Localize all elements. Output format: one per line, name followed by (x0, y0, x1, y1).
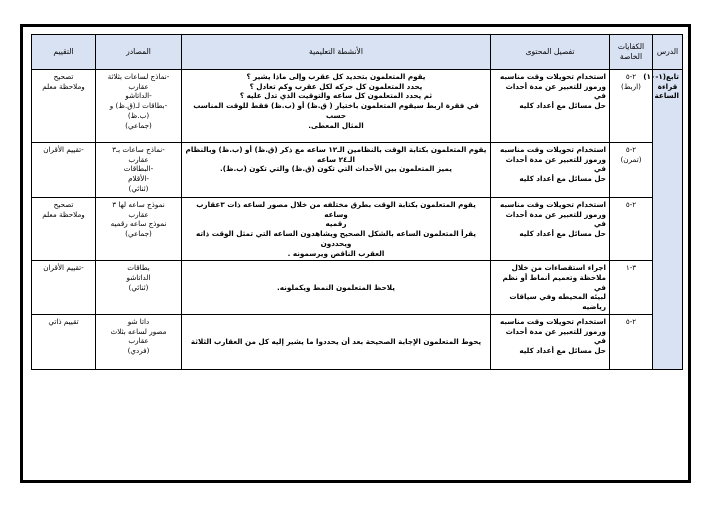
content-cell: استخدام تحويلات وقت مناسبه ورموز للتعبير عن مدة أحداث في حل مسائل مع أعداد كليه (491, 198, 610, 261)
header-lesson: الدرس (653, 35, 683, 70)
activities-cell: يقوم المتعلمون بكتابة الوقت بالنظامين الـ١٢ ساعه مع ذكر (ق.ظ) أو (ب.ظ) وبالنظام الـ٢٤ ساعه يميز المتعلمون بين الأحداث التي تكون (ق.ظ) والتي تكون (ب.ظ). (182, 143, 491, 198)
table-row (32, 143, 683, 198)
content-cell: استخدام تحويلات وقت مناسبه ورموز للتعبير عن مدة أحداث في حل مسائل مع أعداد كليه (491, 314, 610, 369)
content-cell: اجراء استقصاءات من خلال ملاحظة وتعميم أنماط أو نظم في لبيئه المحيطه وفي سياقات رياضيه (491, 261, 610, 315)
assessment-cell: تصحيح وملاحظة معلم (32, 70, 96, 143)
resources-cell: بطاقات الداتاشو (ثنائي) (96, 261, 182, 315)
header-assessment: التقييم (32, 35, 96, 70)
content-cell: استخدام تحويلات وقت مناسبه ورموز للتعبير عن مدة أحداث في حل مسائل مع أعداد كليه (491, 143, 610, 198)
table-row (32, 314, 683, 369)
competency-cell: ٢-٥ (اربط) (610, 70, 653, 143)
header-row (32, 35, 683, 70)
activities-cell: يقوم المتعلمون بكتابة الوقت بطرق مختلفه من خلال مصور لساعه ذات ٣عقارب وساعه رقميه يقرأ المتعلمون الساعه بالشكل الصحيح ويشاهدون الساعه التي تمثل الوقت ذاته ويحددون العقرب الناقص ويرسمونه . (182, 198, 491, 261)
table-row (32, 261, 683, 315)
header-resources: المصادر (96, 35, 182, 70)
resources-cell: داتا شو مصور لساعه بثلاث عقارب (فردي) (96, 314, 182, 369)
header-content: تفصيل المحتوى (491, 35, 610, 70)
assessment-cell: -تقييم الأقران (32, 143, 96, 198)
content-cell: استخدام تحويلات وقت مناسبه ورموز للتعبير عن مدة أحداث في حل مسائل مع أعداد كليه (491, 70, 610, 143)
activities-cell: يلاحظ المتعلمون النمط ويكملونه. (182, 261, 491, 315)
resources-cell: -نماذج لساعات بثلاثة عقارب -الداتاشو -بطاقات لـ(ق.ظ) و (ب.ظ) (جماعي) (96, 70, 182, 143)
header-competencies: الكفايات الخاصة (610, 35, 653, 70)
page-frame (20, 24, 691, 483)
activities-cell: يقوم المتعلمون بتحديد كل عقرب وإلى ماذا يشير ؟ يحدد المتعلمون كل حركه لكل عقرب وكم تعادل ؟ ثم يحدد المتعلمون كل ساعه والتوقيت الذي تدل عليه ؟ في فقرة اربط سيقوم المتعلمون باختيار ( ق.ظ) أو (ب.ظ) فقط للوقت المناسب حسب المثال المعطى. (182, 70, 491, 143)
resources-cell: -نماذج ساعات بـ٣ عقارب -البطاقات -الأقلام (ثنائي) (96, 143, 182, 198)
lesson-plan-table (31, 34, 683, 370)
table-row (32, 198, 683, 261)
assessment-cell: -تقييم الأقران (32, 261, 96, 315)
resources-cell: نموذج ساعه لها ٣ عقارب نموذج ساعه رقميه (جماعي) (96, 198, 182, 261)
competency-cell: ٢-٥ (610, 314, 653, 369)
competency-cell: ٣-١ (610, 261, 653, 315)
activities-cell: يحوط المتعلمون الإجابة الصحيحة بعد أن يحددوا ما يشير إليه كل من العقارب الثلاثة (182, 314, 491, 369)
table-row (32, 70, 683, 143)
competency-cell: ٢-٥ (610, 198, 653, 261)
assessment-cell: تصحيح وملاحظة معلم (32, 198, 96, 261)
lesson-cell: تابع(١-١٠) قراءة الساعة (653, 70, 683, 370)
header-activities: الأنشطة التعليمية (182, 35, 491, 70)
competency-cell: ٢-٥ (تمرن) (610, 143, 653, 198)
assessment-cell: تقييم ذاتي (32, 314, 96, 369)
